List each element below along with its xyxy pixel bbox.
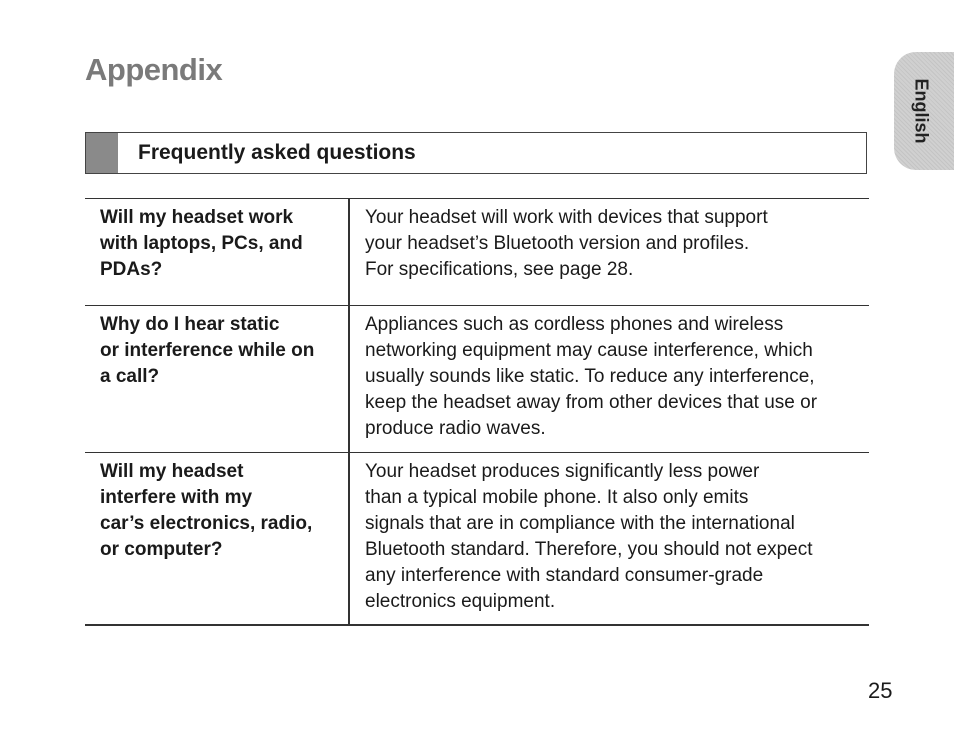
faq-question [85, 453, 349, 625]
answer-line: Your headset will work with devices that support [365, 207, 768, 228]
faq-row [85, 199, 869, 306]
faq-table [85, 198, 869, 626]
question-line: Will my headset [100, 461, 244, 482]
answer-line: than a typical mobile phone. It also only emits [365, 487, 749, 508]
answer-line: Appliances such as cordless phones and wireless [365, 314, 784, 335]
answer-line: keep the headset away from other devices that use or [365, 392, 818, 413]
question-line: a call? [100, 366, 160, 387]
answer-line: usually sounds like static. To reduce any interference, [365, 366, 815, 387]
answer-line: networking equipment may cause interference, which [365, 340, 813, 361]
answer-line: Bluetooth standard. Therefore, you should not expect [365, 539, 813, 560]
faq-question [85, 306, 349, 453]
question-line: interfere with my [100, 487, 253, 508]
answer-line: your headset’s Bluetooth version and profiles. [365, 233, 750, 254]
question-line: PDAs? [100, 259, 163, 280]
language-tab-label: English [911, 78, 932, 144]
section-marker [86, 133, 118, 173]
answer-line: For specifications, see page 28. [365, 259, 634, 280]
question-line: with laptops, PCs, and [100, 233, 303, 254]
page-title: Appendix [85, 52, 223, 87]
section-title: Frequently asked questions [138, 141, 416, 164]
question-line: Why do I hear static [100, 314, 280, 335]
answer-line: Your headset produces significantly less power [365, 461, 760, 482]
answer-line: signals that are in compliance with the international [365, 513, 795, 534]
faq-answer [349, 453, 869, 625]
page-number: 25 [868, 678, 893, 703]
question-line: Will my headset work [100, 207, 294, 228]
answer-line: electronics equipment. [365, 591, 556, 612]
answer-line: produce radio waves. [365, 418, 546, 439]
faq-answer [349, 306, 869, 453]
faq-row [85, 453, 869, 625]
faq-row [85, 306, 869, 453]
section-header [85, 132, 867, 174]
answer-line: any interference with standard consumer-grade [365, 565, 764, 586]
question-line: or computer? [100, 539, 223, 560]
question-line: or interference while on [100, 340, 315, 361]
question-line: car’s electronics, radio, [100, 513, 313, 534]
faq-answer [349, 199, 869, 306]
faq-question [85, 199, 349, 306]
